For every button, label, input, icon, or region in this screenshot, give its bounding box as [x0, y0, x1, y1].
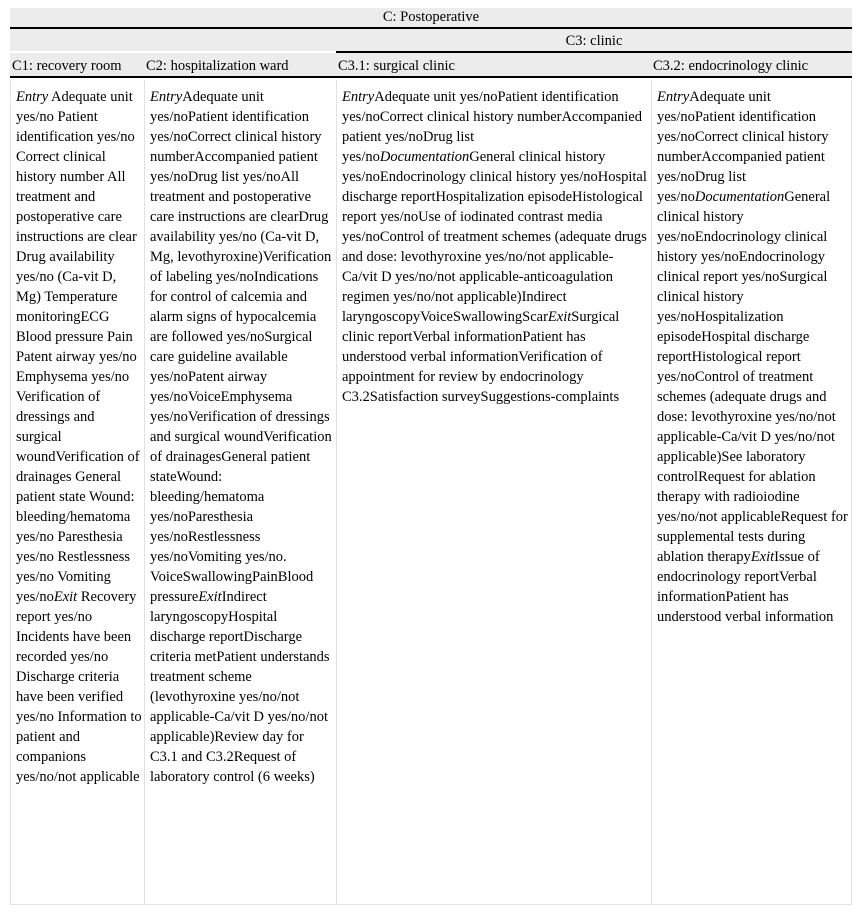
cell-text: Adequate unit yes/noPatient identification yes/noCorrect clinical history numberAccompanied patient yes/noDrug list yes/no	[657, 89, 829, 205]
column-border-right	[851, 80, 852, 905]
section-label: Entry	[657, 89, 690, 105]
col-header-hospitalization-ward: C2: hospitalization ward	[146, 58, 289, 74]
section-label: Exit	[547, 309, 572, 325]
col-header-recovery-room: C1: recovery room	[12, 58, 122, 74]
column-divider-1	[144, 80, 145, 905]
column-divider-3	[651, 80, 652, 905]
col-header-endocrinology-clinic: C3.2: endocrinology clinic	[653, 58, 809, 74]
header-group-title: C: Postoperative	[382, 9, 480, 25]
cell-text: General clinical history yes/noEndocrinology clinical history yes/noHospital discharge reportHospitalization episodeHistological report yes/noUse of iodinated contrast media yes/noControl of treatment schemes (adequate drugs and dose: levothyroxine yes/no/not applicable-Ca/vit D yes/no/not applicable-anticoagulation regimen yes/no/not applicable)Indirect laryngoscopyVoiceSwallowingScar	[342, 149, 647, 325]
table-bottom-border	[10, 904, 852, 905]
cell-text: Surgical clinic reportVerbal informationPatient has understood verbal informationVerification of appointment for review by endocrinology C3.2Satisfaction surveySuggestions-complaints	[342, 309, 620, 405]
cell-text: Recovery report yes/no Incidents have been recorded yes/no Discharge criteria have been verified yes/no Information to patient and companions yes/no/not applicable	[16, 589, 142, 785]
cell-endocrinology-clinic	[657, 87, 849, 627]
section-label: Documentation	[694, 189, 785, 205]
section-label: Documentation	[379, 149, 470, 165]
cell-text: Adequate unit yes/noPatient identification yes/noCorrect clinical history numberAccompanied patient yes/noDrug list yes/no	[342, 89, 642, 165]
section-label: Entry	[150, 89, 183, 105]
header-rule-bottom	[10, 76, 852, 78]
header-group-row	[10, 8, 852, 27]
section-label: Exit	[198, 589, 222, 605]
cell-recovery-room	[16, 87, 142, 787]
section-label: Exit	[750, 549, 775, 565]
header-subgroup-row	[10, 29, 852, 51]
section-label: Entry	[16, 89, 49, 105]
section-label: Exit	[53, 589, 78, 605]
cell-text: Issue of endocrinology reportVerbal informationPatient has understood verbal information	[657, 549, 834, 625]
cell-text: Adequate unit yes/no Patient identification yes/no Correct clinical history number All treatment and postoperative care instructions are clear Drug availability yes/no (Ca-vit D, Mg) Temperature monitoringECG Blood pressure Pain Patent airway yes/no Emphysema yes/no Verification of dressings and surgical woundVerification of drainages General patient state Wound: bleeding/hematoma yes/no Paresthesia yes/no Restlessness yes/no Vomiting yes/no	[16, 89, 140, 605]
cell-text: General clinical history yes/noEndocrinology clinical history yes/noEndocrinology clinical report yes/noSurgical clinical history yes/noHospitalization episodeHospital discharge reportHistological report yes/noControl of treatment schemes (adequate drugs and dose: levothyroxine yes/no/not applicable-Ca/vit D yes/no/not applicable)See laboratory controlRequest for ablation therapy with radioiodine yes/no/not applicableRequest for supplemental tests during ablation therapy	[657, 189, 848, 565]
header-columns-row	[10, 53, 852, 76]
column-border-left	[10, 80, 11, 905]
section-label: Entry	[342, 89, 375, 105]
cell-text: Adequate unit yes/noPatient identification yes/noCorrect clinical history numberAccompanied patient yes/noDrug list yes/noAll treatment and postoperative care instructions are clearDrug availability yes/no (Ca-vit D, Mg, levothyroxine)Verification of labeling yes/noIndications for control of calcemia and alarm signs of hypocalcemia are followed yes/noSurgical care guideline available yes/noPatent airway yes/noVoiceEmphysema yes/noVerification of dressings and surgical woundVerification of drainagesGeneral patient stateWound: bleeding/hematoma yes/noParesthesia yes/noRestlessness yes/noVomiting yes/no. VoiceSwallowingPainBlood pressure	[150, 89, 332, 605]
cell-hospitalization-ward	[150, 87, 333, 787]
header-subgroup-title: C3: clinic	[565, 33, 623, 49]
column-divider-2	[336, 80, 337, 905]
cell-text: Indirect laryngoscopyHospital discharge reportDischarge criteria metPatient understands treatment scheme (levothyroxine yes/no/not applicable-Ca/vit D yes/no/not applicable)Review day for C3.1 and C3.2Request of laboratory control (6 weeks)	[150, 589, 330, 785]
col-header-surgical-clinic: C3.1: surgical clinic	[338, 58, 455, 74]
cell-surgical-clinic	[342, 87, 648, 407]
